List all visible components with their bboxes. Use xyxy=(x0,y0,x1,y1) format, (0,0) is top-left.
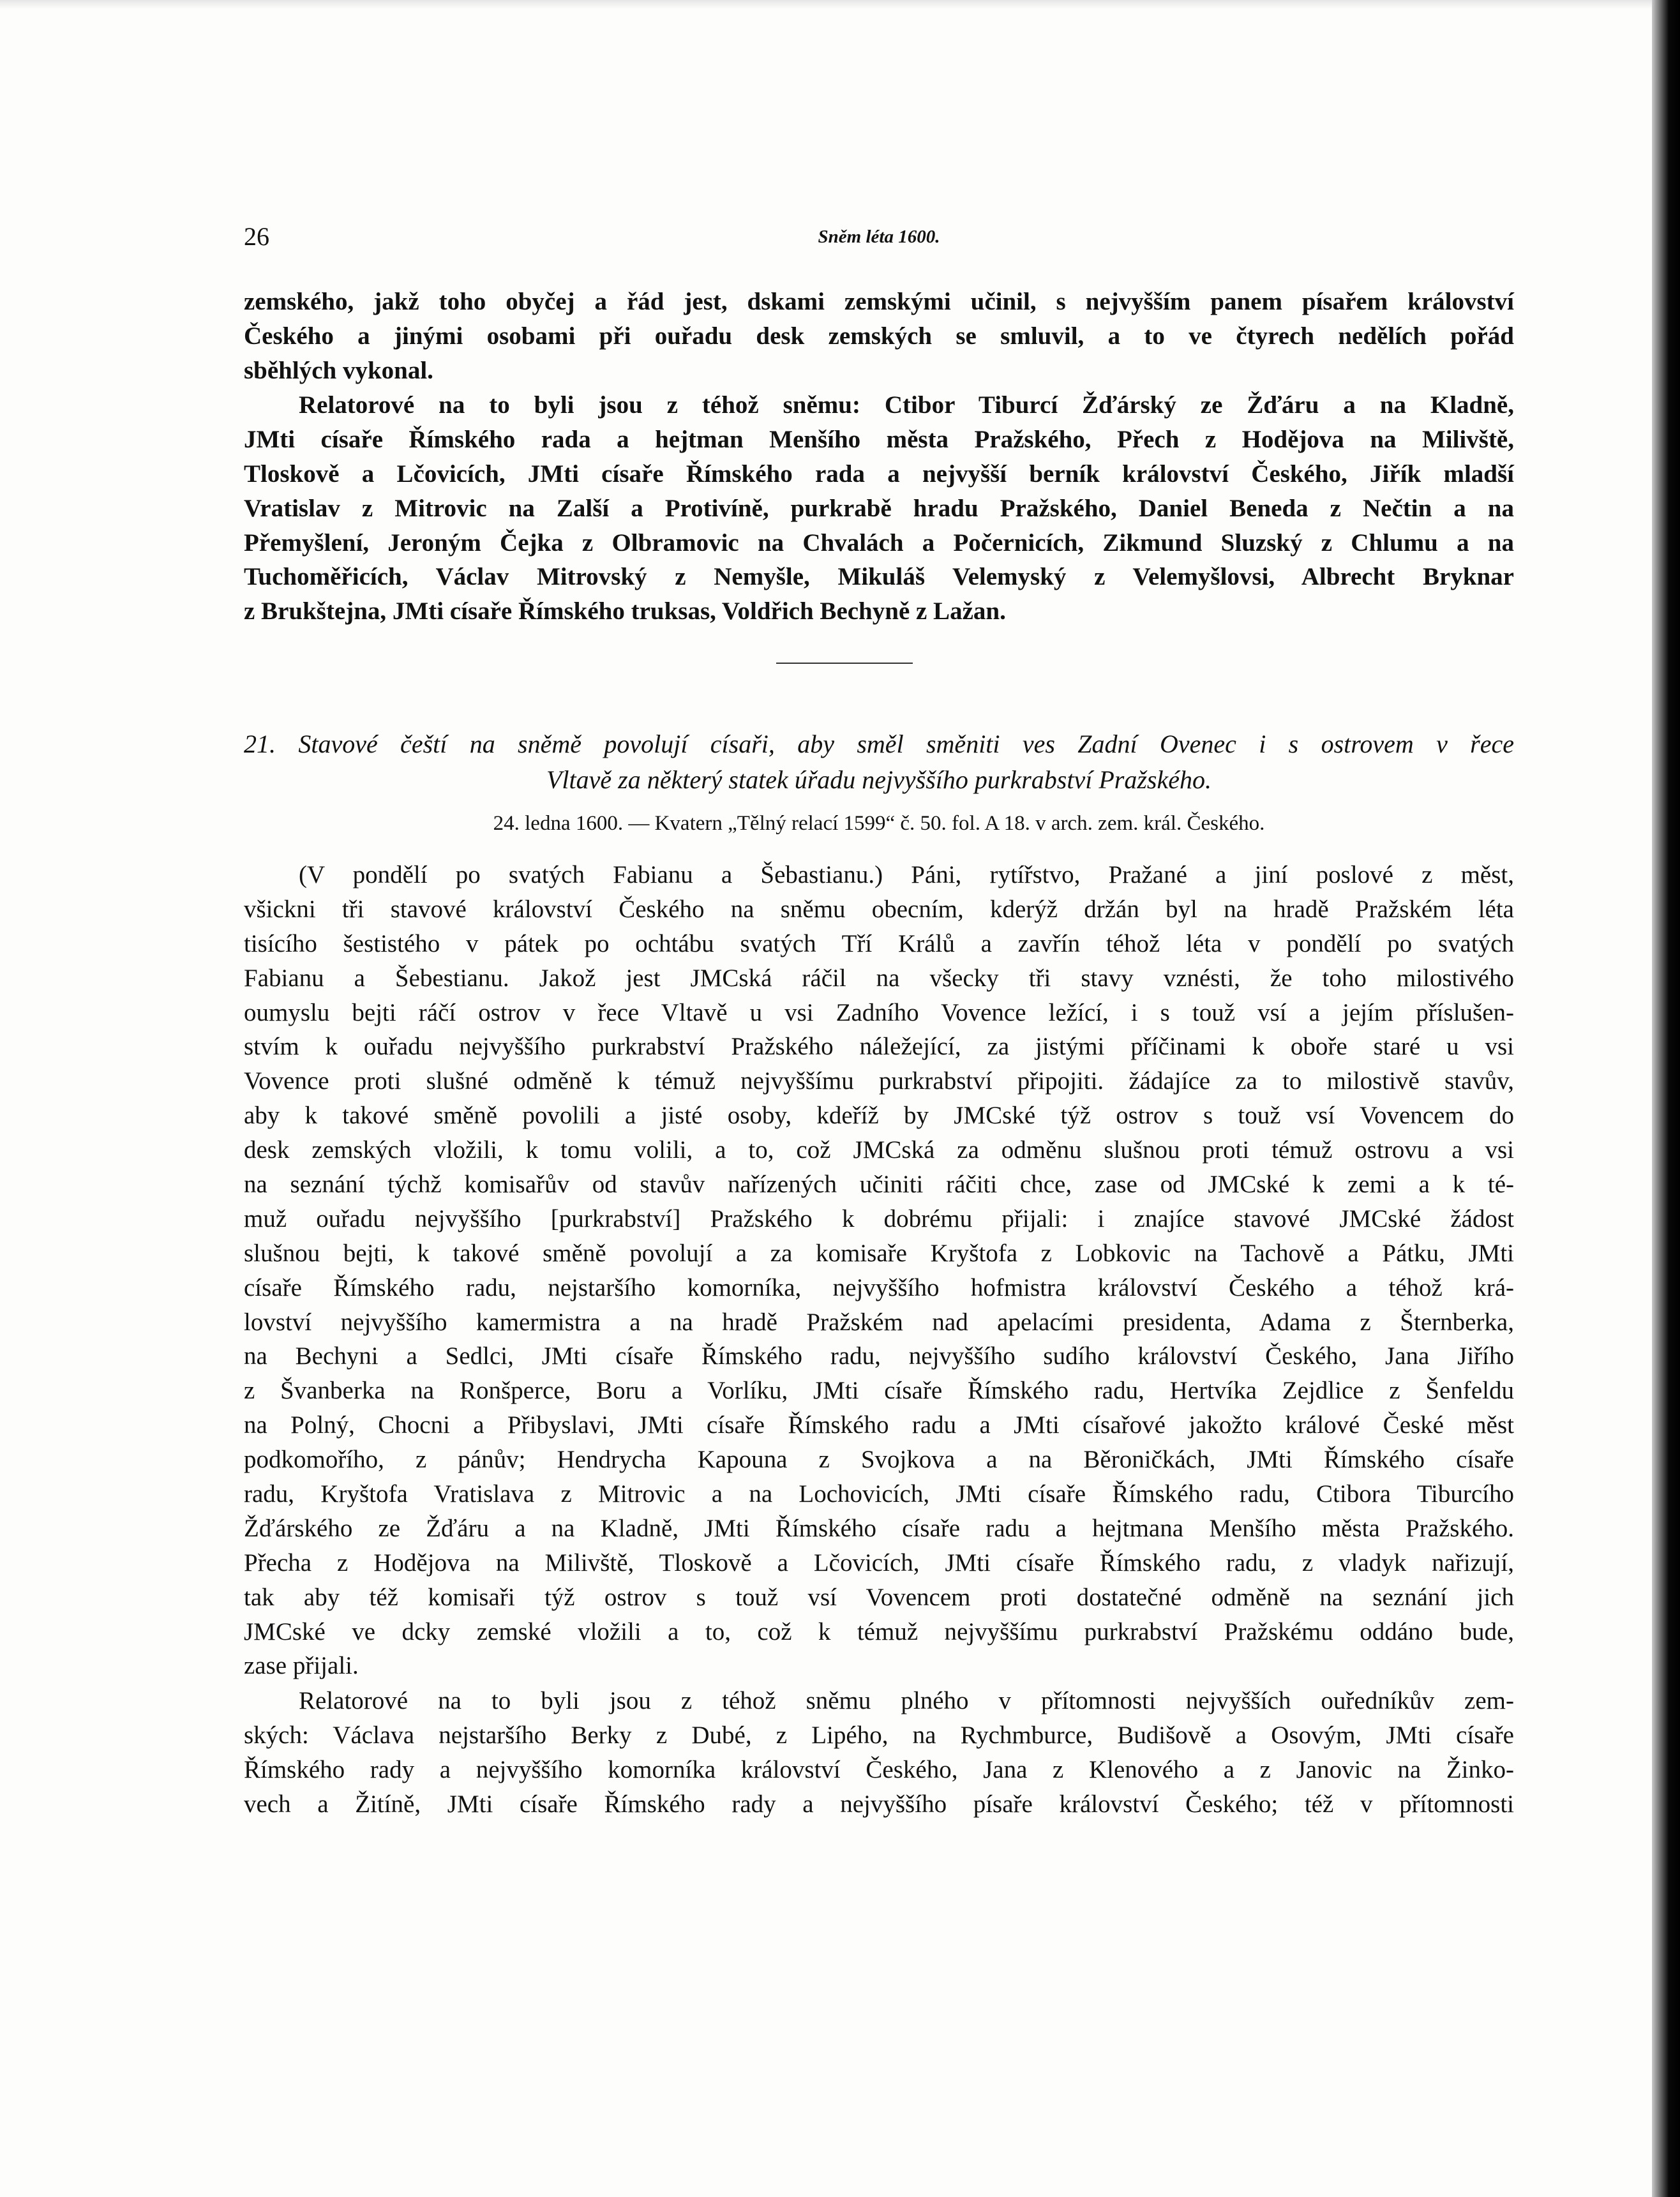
text-line: Přecha z Hodějova na Milivště, Tloskově a Lčovicích, JMti císaře Římského radu, z vladyk nařizují, xyxy=(244,1548,1514,1577)
section-heading xyxy=(244,726,1514,798)
book-page xyxy=(244,0,1514,2197)
text-line: lovství nejvyššího kamermistra a na hradě Pražském nad apelacími presidenta, Adama z Šternberka, xyxy=(244,1308,1514,1336)
text-line: Římského rady a nejvyššího komorníka království Českého, Jana z Klenového a z Janovic na Žinko- xyxy=(244,1755,1514,1783)
text-line: Tloskově a Lčovicích, JMti císaře Římského rada a nejvyšší berník království Českého, Jiřík mladší xyxy=(244,460,1514,488)
archival-source: 24. ledna 1600. — Kvatern „Tělný relací 1599“ č. 50. fol. A 18. v arch. zem. král. Českého. xyxy=(493,812,1265,835)
text-line: Fabianu a Šebestianu. Jakož jest JMCská ráčil na všecky tři stavy vznésti, že toho milostivého xyxy=(244,964,1514,992)
text-line: sběhlých vykonal. xyxy=(244,356,433,384)
text-line: Vratislav z Mitrovic na Zalší a Protivíně, purkrabě hradu Pražského, Daniel Beneda z Nečtin a na xyxy=(244,494,1514,522)
text-line: slušnou bejti, k takové směně povolují a za komisaře Kryštofa z Lobkovic na Tachově a Pátku, JMti xyxy=(244,1239,1514,1267)
text-line: (V pondělí po svatých Fabianu a Šebastianu.) Páni, rytířstvo, Pražané a jiní poslové z měst, xyxy=(299,861,1514,889)
text-line: radu, Kryštofa Vratislava z Mitrovic a na Lochovicích, JMti císaře Římského radu, Ctibora Tiburcího xyxy=(244,1480,1514,1508)
text-line: Vovence proti slušné odměně k témuž nejvyššímu purkrabství připojiti. žádajíce za to milostivě stavův, xyxy=(244,1067,1514,1095)
text-line: Přemyšlení, Jeroným Čejka z Olbramovic na Chvalách a Počernicích, Zikmund Sluzský z Chlumu a na xyxy=(244,529,1514,557)
text-line: z Brukštejna, JMti císaře Římského truksas, Voldřich Bechyně z Lažan. xyxy=(244,597,1006,626)
section-heading-text: Stavové čeští na sněmě povolují císaři, aby směl směniti ves Zadní Ovenec i s ostrovem v řece xyxy=(298,730,1515,758)
text-line: Relatorové na to byli jsou z téhož sněmu: Ctibor Tiburcí Žďárský ze Žďáru a na Kladně, xyxy=(299,391,1514,419)
text-line: na Bechyni a Sedlci, JMti císaře Římského radu, nejvyššího sudího království Českého, Jana Jiřího xyxy=(244,1342,1514,1370)
paragraph-resolution xyxy=(244,858,1514,1683)
text-line: aby k takové směně povolili a jisté osoby, kdeříž by JMCské týž ostrov s touž vsí Vovencem do xyxy=(244,1102,1514,1130)
text-line: všickni tři stavové království Českého na sněmu obecním, kderýž držán byl na hradě Pražském léta xyxy=(244,895,1514,923)
text-line: JMti císaře Římského rada a hejtman Menšího města Pražského, Přech z Hodějova na Milivště, xyxy=(244,425,1514,453)
text-line: tisícího šestistého v pátek po ochtábu svatých Tří Králů a zavřín téhož léta v pondělí po svatých xyxy=(244,929,1514,957)
text-line: desk zemských vložili, k tomu volili, a to, což JMCská za odměnu slušnou proti témuž ostrovu a vsi xyxy=(244,1136,1514,1164)
text-line: muž ouřadu nejvyššího [purkrabství] Pražského k dobrému přijali: i znajíce stavové JMCské žádost xyxy=(244,1204,1514,1233)
text-line: z Švanberka na Ronšperce, Boru a Vorlíku, JMti císaře Římského radu, Hertvíka Zejdlice z Šenfeldu xyxy=(244,1377,1514,1405)
paragraph-continuation xyxy=(244,285,1514,388)
paragraph-relators-plenary xyxy=(244,1684,1514,1822)
text-line: Relatorové na to byli jsou z téhož sněmu plného v přítomnosti nejvyšších ouředníkův zem- xyxy=(299,1687,1514,1714)
section-heading-line: Vltavě za některý statek úřadu nejvyššího purkrabství Pražského. xyxy=(546,765,1211,794)
text-line: ských: Václava nejstaršího Berky z Dubé, z Lipého, na Rychmburce, Budišově a Osovým, JMti císaře xyxy=(244,1721,1514,1749)
text-line: zase přijali. xyxy=(244,1652,359,1680)
text-line: Žďárského ze Žďáru a na Kladně, JMti Římského císaře radu a hejtmana Menšího města Pražského. xyxy=(244,1514,1514,1542)
text-line: na seznání týchž komisařův od stavův nařízených učiniti ráčiti chce, zase od JMCské k zemi a k té- xyxy=(244,1171,1514,1199)
text-line: Českého a jinými osobami při ouřadu desk zemských se smluvil, a to ve čtyrech nedělích pořád xyxy=(244,322,1514,350)
running-title: Sněm léta 1600. xyxy=(818,227,940,247)
section-number: 21. xyxy=(244,730,276,758)
section-divider xyxy=(776,663,913,664)
text-line: tak aby též komisaři týž ostrov s touž vsí Vovencem proti dostatečné odměně na seznání jich xyxy=(244,1583,1514,1611)
text-line: stvím k ouřadu nejvyššího purkrabství Pražského náležející, za jistými příčinami k oboře staré u vsi xyxy=(244,1033,1514,1061)
page-number: 26 xyxy=(244,222,269,251)
text-line: císaře Římského radu, nejstaršího komorníka, nejvyššího hofmistra království Českého a téhož krá- xyxy=(244,1273,1514,1301)
text-line: zemského, jakž toho obyčej a řád jest, dskami zemskými učinil, s nejvyšším panem písařem království xyxy=(244,288,1514,315)
text-line: na Polný, Chocni a Přibyslavi, JMti císaře Římského radu a JMti císařové jakožto králové České měst xyxy=(244,1411,1514,1439)
section-heading-line xyxy=(244,726,1514,762)
page-header xyxy=(244,221,1514,253)
scan-edge-shadow xyxy=(1652,0,1680,2197)
text-line: oumyslu bejti ráčí ostrov v řece Vltavě u vsi Zadního Vovence ležící, i s touž vsí a jejím příslušen- xyxy=(244,998,1514,1026)
text-line: vech a Žitíně, JMti císaře Římského rady a nejvyššího písaře království Českého; též v přítomnosti xyxy=(244,1790,1514,1818)
text-line: Tuchoměřicích, Václav Mitrovský z Nemyšle, Mikuláš Velemyský z Velemyšlovsi, Albrecht Bryknar xyxy=(244,563,1514,591)
text-line: JMCské ve dcky zemské vložili a to, což k témuž nejvyššímu purkrabství Pražskému oddáno bude, xyxy=(244,1617,1514,1646)
paragraph-relators xyxy=(244,388,1514,629)
text-line: podkomořího, z pánův; Hendrycha Kapouna z Svojkova a na Běroničkách, JMti Římského císaře xyxy=(244,1446,1514,1474)
